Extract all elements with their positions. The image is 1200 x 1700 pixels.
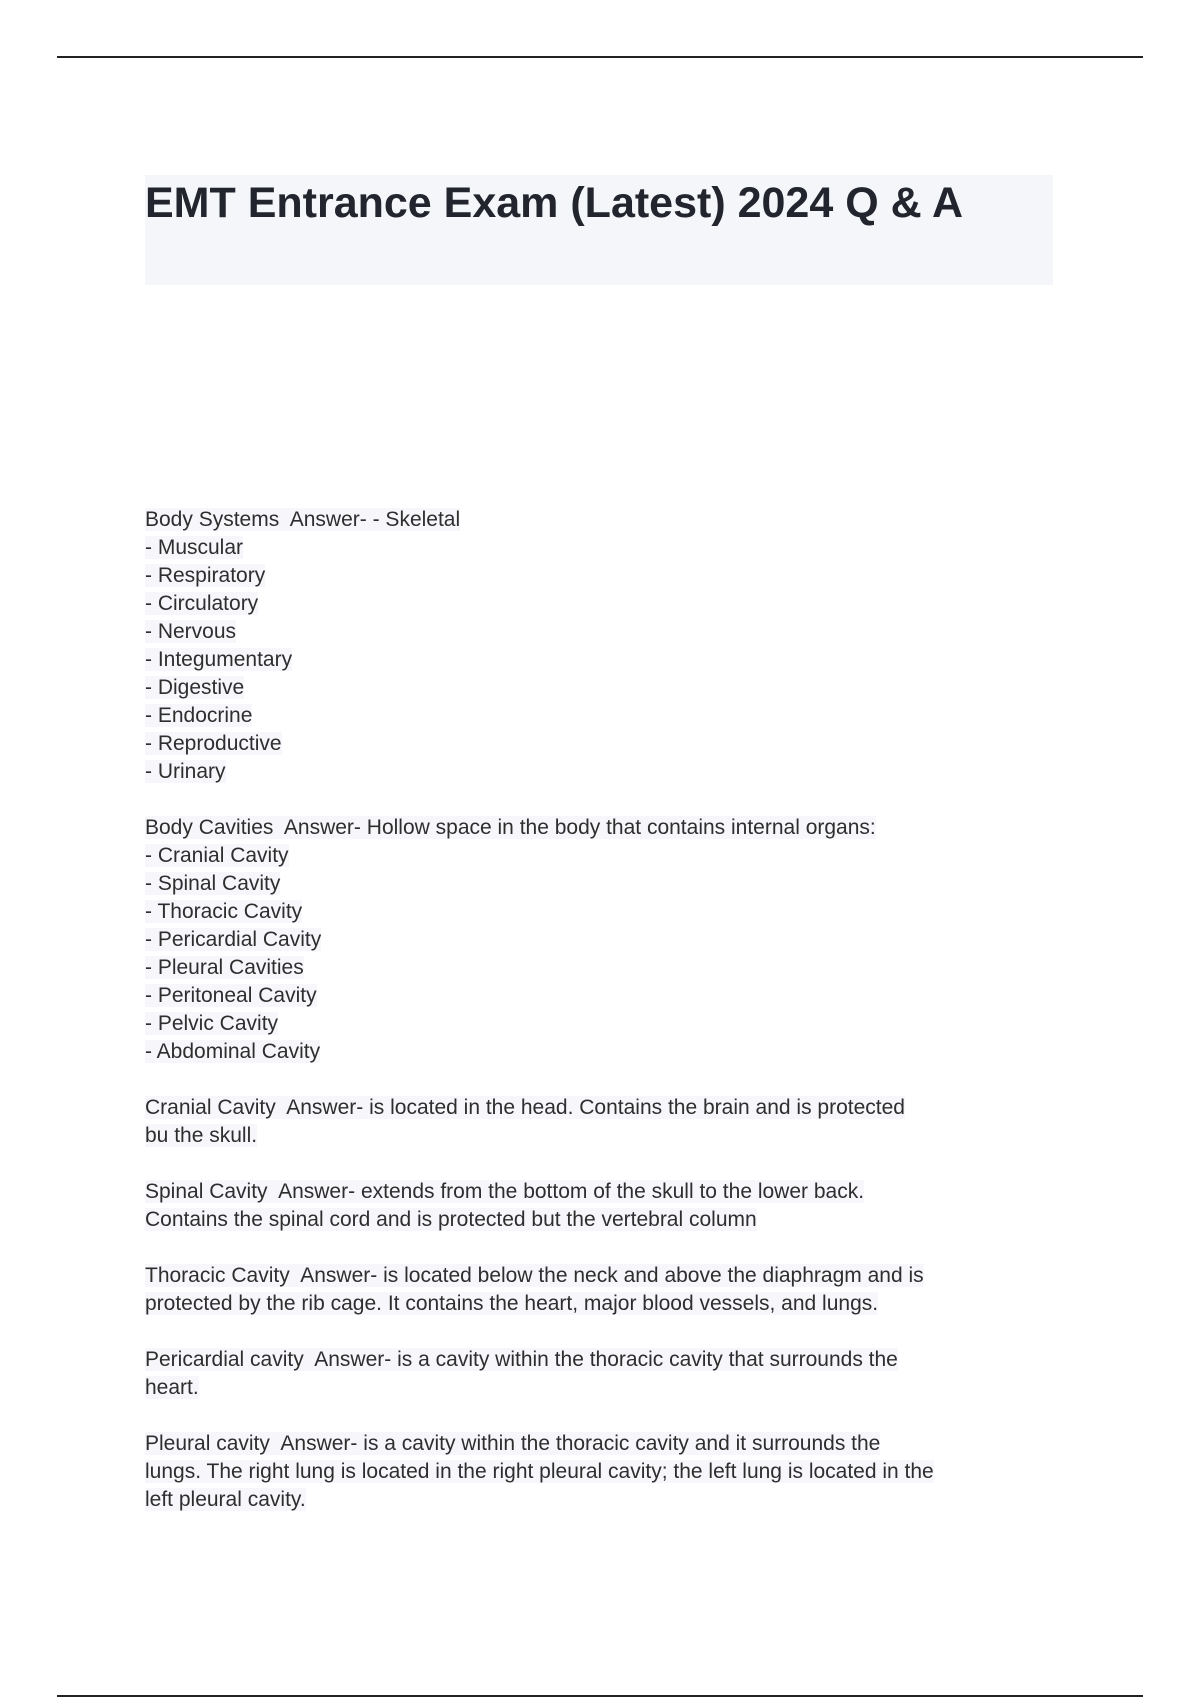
qa-answer-line: - Spinal Cavity xyxy=(145,872,281,895)
qa-term: Cranial Cavity xyxy=(145,1096,276,1119)
qa-term: Pericardial cavity xyxy=(145,1348,304,1371)
answer-label: Answer- xyxy=(300,1264,378,1287)
qa-answer-line: - Abdominal Cavity xyxy=(145,1040,321,1063)
qa-answer-line: lungs. The right lung is located in the right pleural cavity; the left lung is located in the xyxy=(145,1460,934,1483)
qa-answer-line: - Pleural Cavities xyxy=(145,956,304,979)
qa-answer-line: - Digestive xyxy=(145,676,245,699)
qa-term: Spinal Cavity xyxy=(145,1180,268,1203)
qa-item xyxy=(145,1178,1065,1234)
qa-answer-line: - Thoracic Cavity xyxy=(145,900,303,923)
answer-label: Answer- xyxy=(283,816,361,839)
qa-answer-line: - Peritoneal Cavity xyxy=(145,984,317,1007)
qa-answer-line: protected by the rib cage. It contains the heart, major blood vessels, and lungs. xyxy=(145,1292,879,1315)
qa-term: Pleural cavity xyxy=(145,1432,270,1455)
qa-answer-line: - Circulatory xyxy=(145,592,259,615)
qa-answer: is a cavity within the thoracic cavity that surrounds the xyxy=(397,1348,898,1371)
qa-answer-line: bu the skull. xyxy=(145,1124,258,1147)
qa-answer: Hollow space in the body that contains internal organs: xyxy=(366,816,876,839)
qa-item xyxy=(145,1346,1065,1402)
qa-answer-line: Contains the spinal cord and is protected but the vertebral column xyxy=(145,1208,757,1231)
qa-answer: is located below the neck and above the diaphragm and is xyxy=(383,1264,924,1287)
qa-item xyxy=(145,1430,1065,1514)
qa-answer-line: heart. xyxy=(145,1376,199,1399)
qa-answer: extends from the bottom of the skull to the lower back. xyxy=(360,1180,865,1203)
qa-answer-line: left pleural cavity. xyxy=(145,1488,306,1511)
qa-answer-line: - Pericardial Cavity xyxy=(145,928,322,951)
qa-answer-line: - Respiratory xyxy=(145,564,266,587)
qa-answer-line: - Cranial Cavity xyxy=(145,844,289,867)
qa-item xyxy=(145,814,1065,1066)
qa-answer-line: - Endocrine xyxy=(145,704,253,727)
answer-label: Answer- xyxy=(278,1180,356,1203)
answer-label: Answer- xyxy=(280,1432,358,1455)
qa-item xyxy=(145,506,1065,786)
answer-label: Answer- xyxy=(289,508,367,531)
qa-answer-line: - Pelvic Cavity xyxy=(145,1012,279,1035)
qa-item xyxy=(145,1262,1065,1318)
qa-item xyxy=(145,1094,1065,1150)
qa-list xyxy=(145,506,1065,1542)
qa-term: Thoracic Cavity xyxy=(145,1264,290,1287)
qa-answer-line: - Integumentary xyxy=(145,648,293,671)
qa-answer-line: - Nervous xyxy=(145,620,237,643)
qa-answer-line: - Urinary xyxy=(145,760,226,783)
qa-term: Body Systems xyxy=(145,508,280,531)
qa-answer: is a cavity within the thoracic cavity and it surrounds the xyxy=(363,1432,881,1455)
document-title: EMT Entrance Exam (Latest) 2024 Q & A xyxy=(145,179,964,227)
qa-answer: - Skeletal xyxy=(372,508,461,531)
title-block xyxy=(145,175,1053,285)
header-rule xyxy=(57,56,1143,58)
qa-answer: is located in the head. Contains the brain and is protected xyxy=(369,1096,905,1119)
footer-rule xyxy=(57,1695,1143,1697)
qa-answer-line: - Muscular xyxy=(145,536,244,559)
answer-label: Answer- xyxy=(314,1348,392,1371)
answer-label: Answer- xyxy=(286,1096,364,1119)
qa-answer-line: - Reproductive xyxy=(145,732,282,755)
qa-term: Body Cavities xyxy=(145,816,274,839)
